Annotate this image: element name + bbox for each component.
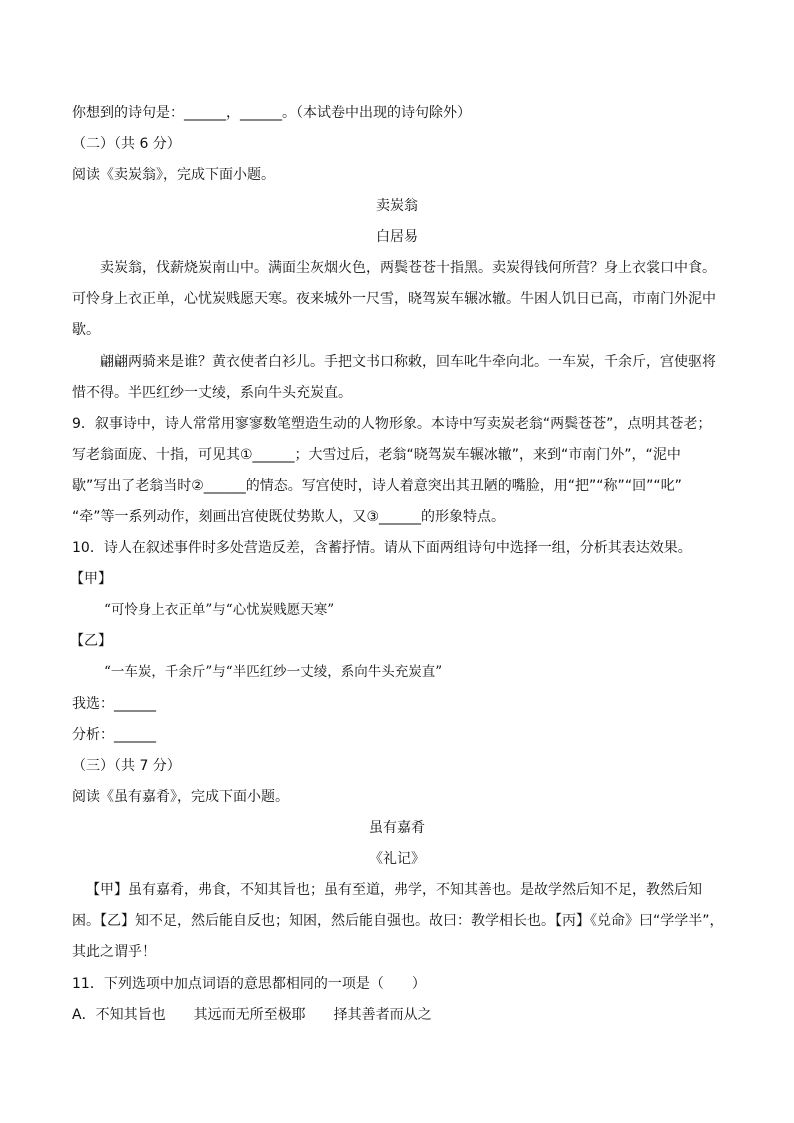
poem-author: 白居易 [376, 229, 418, 245]
poem-paragraph-line: 歇。 [72, 322, 100, 338]
poem-title: 卖炭翁 [376, 198, 418, 214]
question-9-line: 写老翁面庞、十指，可见其①______；大雪过后，老翁“晓驾炭车辗冰辙”，来到“市南门外”，“泥中 [72, 447, 681, 463]
option-jia-text: “可怜身上衣正单”与“心忧炭贱愿天寒” [104, 602, 335, 618]
passage-title: 虽有嘉肴 [369, 820, 425, 836]
choice-answer-line: 我选：______ [72, 696, 156, 712]
option-jia-label: 【甲】 [70, 571, 112, 587]
section-two-heading: （二）（共 6 分） [72, 136, 181, 152]
analysis-answer-line: 分析：______ [72, 727, 156, 743]
passage-source: 《礼记》 [369, 851, 425, 867]
passage-paragraph-line: 【甲】虽有嘉肴，弗食，不知其旨也；虽有至道，弗学，不知其善也。是故学然后知不足，教然后知 [86, 882, 702, 898]
option-yi-text: “一车炭，千余斤”与“半匹红纱一丈绫，系向牛头充炭直” [104, 664, 443, 680]
question-9-line: 歇”写出了老翁当时②______的情态。写宫使时，诗人着意突出其丑陋的嘴脸，用“把”“称”“回”“叱” [72, 478, 682, 494]
question-11-option-a: A．不知其旨也 其远而无所至极耶 择其善者而从之 [72, 1007, 432, 1023]
question-9-line: 9．叙事诗中，诗人常常用寥寥数笔塑造生动的人物形象。本诗中写卖炭老翁“两鬓苍苍”，点明其苍老； [72, 416, 712, 432]
option-yi-label: 【乙】 [70, 633, 112, 649]
answer-blank-line: 你想到的诗句是：______，______。（本试卷中出现的诗句除外） [72, 105, 471, 121]
question-11-prompt: 11．下列选项中加点词语的意思都相同的一项是（ ） [72, 976, 426, 992]
passage-paragraph-line: 困。【乙】知不足，然后能自反也；知困，然后能自强也。故曰：教学相长也。【丙】《兑命》曰“学学半”， [72, 913, 724, 929]
reading-instruction: 阅读《卖炭翁》，完成下面小题。 [72, 167, 275, 183]
poem-paragraph-line: 翩翩两骑来是谁？黄衣使者白衫儿。手把文书口称敕，回车叱牛牵向北。一车炭，千余斤，宫使驱将 [100, 354, 716, 370]
section-three-heading: （三）（共 7 分） [72, 758, 181, 774]
passage-paragraph-line: 其此之谓乎！ [72, 944, 156, 960]
poem-paragraph-line: 卖炭翁，伐薪烧炭南山中。满面尘灰烟火色，两鬓苍苍十指黑。卖炭得钱何所营？身上衣裳口中食。 [100, 260, 716, 276]
question-10-prompt: 10．诗人在叙述事件时多处营造反差，含蓄抒情。请从下面两组诗句中选择一组，分析其表达效果。 [72, 540, 692, 556]
question-9-line: “牵”等一系列动作，刻画出宫使既仗势欺人，又③______的形象特点。 [72, 509, 506, 525]
poem-paragraph-line: 可怜身上衣正单，心忧炭贱愿天寒。夜来城外一尺雪，晓驾炭车辗冰辙。牛困人饥日已高，市南门外泥中 [72, 291, 716, 307]
poem-paragraph-line: 惜不得。半匹红纱一丈绫，系向牛头充炭直。 [72, 385, 352, 401]
reading-instruction: 阅读《虽有嘉肴》，完成下面小题。 [72, 789, 289, 805]
